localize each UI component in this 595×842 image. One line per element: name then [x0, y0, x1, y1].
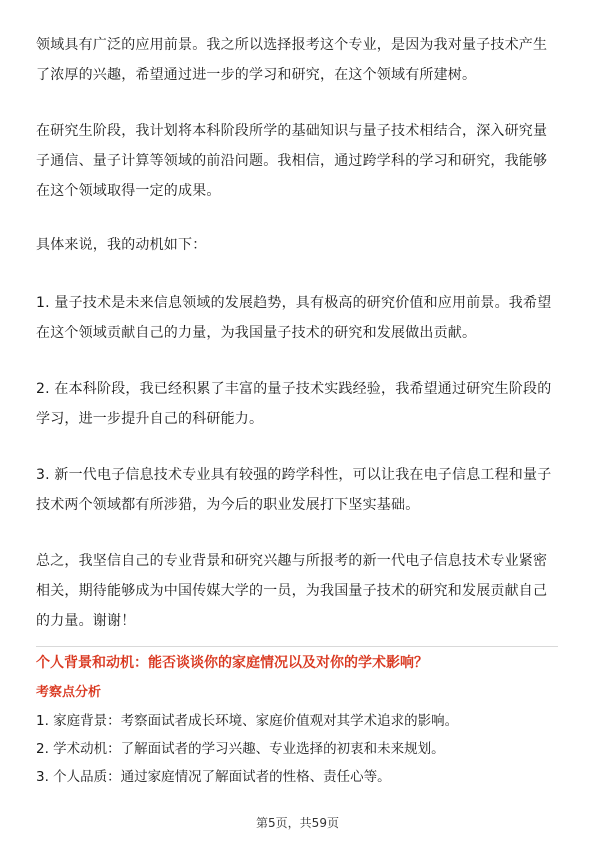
text-line: 3. 新一代电子信息技术专业具有较强的跨学科性，可以让我在电子信息工程和量子 [36, 467, 552, 483]
text-line: 子通信、量子计算等领域的前沿问题。我相信，通过跨学科的学习和研究，我能够 [36, 153, 548, 169]
analysis-item: 2. 学术动机：了解面试者的学习兴趣、专业选择的初衷和未来规划。 [36, 741, 445, 757]
section-divider [36, 646, 558, 647]
text-line: 技术两个领域都有所涉猎，为今后的职业发展打下坚实基础。 [36, 497, 420, 513]
text-line: 相关，期待能够成为中国传媒大学的一员，为我国量子技术的研究和发展贡献自己 [36, 583, 548, 599]
paragraph-motivation-2 [36, 374, 558, 434]
text-line: 在这个领域取得一定的成果。 [36, 183, 221, 199]
paragraph-intro-continued [36, 30, 558, 90]
text-line: 总之，我坚信自己的专业背景和研究兴趣与所报考的新一代电子信息技术专业紧密 [36, 553, 548, 569]
text-line: 2. 在本科阶段，我已经积累了丰富的量子技术实践经验，我希望通过研究生阶段的 [36, 381, 552, 397]
analysis-item: 1. 家庭背景：考察面试者成长环境、家庭价值观对其学术追求的影响。 [36, 713, 459, 729]
interview-question: 个人背景和动机：能否谈谈你的家庭情况以及对你的学术影响？ [36, 655, 428, 671]
paragraph-motivation-intro [36, 230, 558, 260]
text-line: 在这个领域贡献自己的力量，为我国量子技术的研究和发展做出贡献。 [36, 325, 477, 341]
page-footer: 第5页，共59页 [256, 816, 339, 830]
text-line: 学习，进一步提升自己的科研能力。 [36, 411, 264, 427]
analysis-item: 3. 个人品质：通过家庭情况了解面试者的性格、责任心等。 [36, 769, 391, 785]
paragraph-research-plan [36, 116, 558, 206]
text-line: 领域具有广泛的应用前景。我之所以选择报考这个专业，是因为我对量子技术产生 [36, 37, 548, 53]
paragraph-conclusion [36, 546, 558, 636]
analysis-heading: 考察点分析 [36, 685, 102, 700]
paragraph-motivation-1 [36, 288, 558, 348]
text-line: 的力量。谢谢！ [36, 613, 136, 629]
text-line: 具体来说，我的动机如下： [36, 237, 207, 253]
paragraph-motivation-3 [36, 460, 558, 520]
text-line: 了浓厚的兴趣，希望通过进一步的学习和研究，在这个领域有所建树。 [36, 67, 477, 83]
text-line: 1. 量子技术是未来信息领域的发展趋势，具有极高的研究价值和应用前景。我希望 [36, 295, 552, 311]
text-line: 在研究生阶段，我计划将本科阶段所学的基础知识与量子技术相结合，深入研究量 [36, 123, 548, 139]
